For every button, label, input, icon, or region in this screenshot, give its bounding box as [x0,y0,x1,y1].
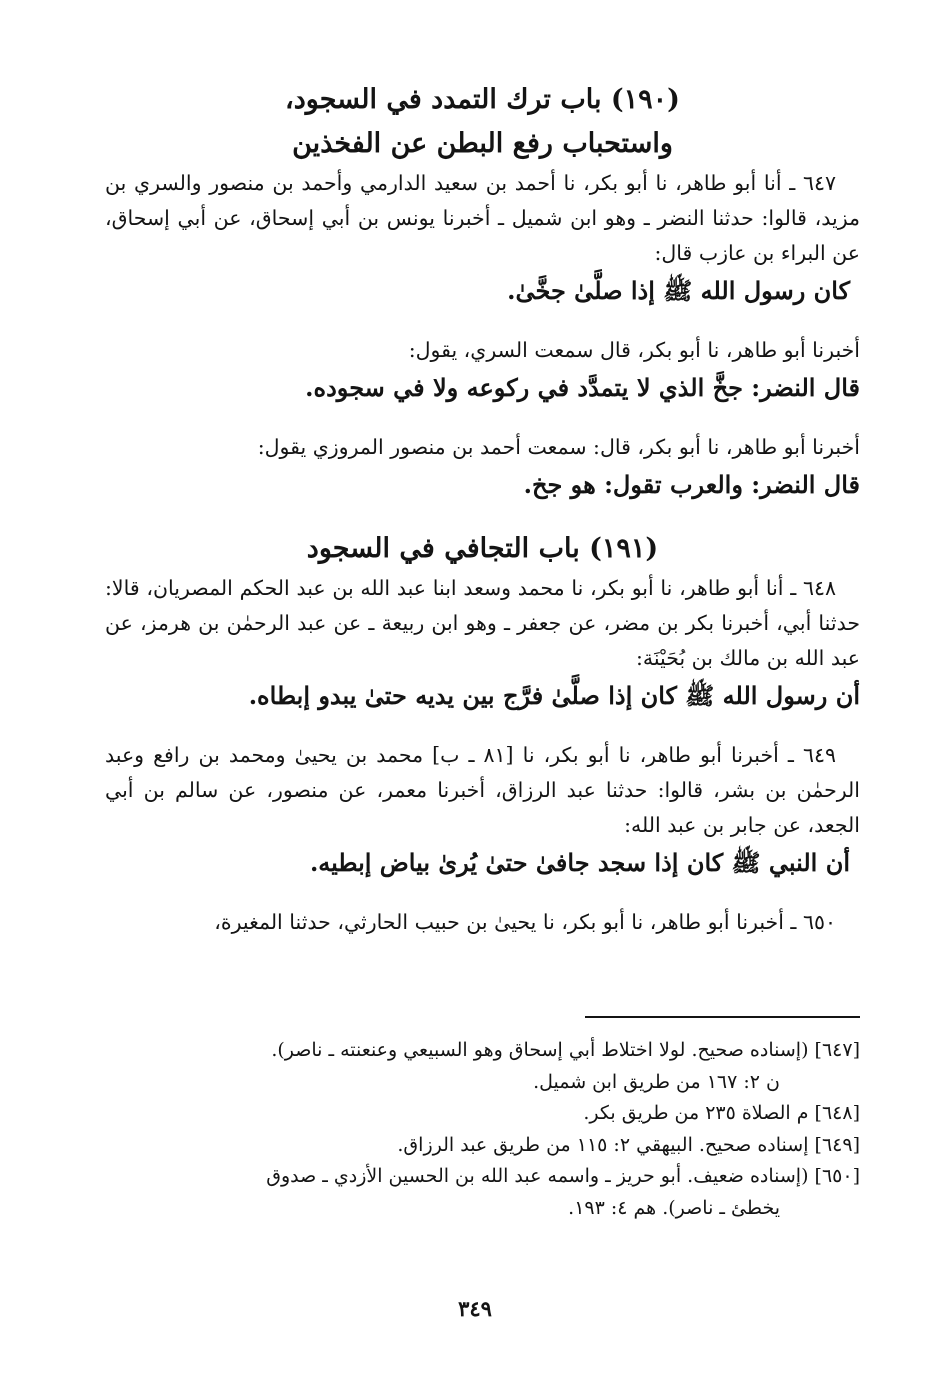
footnotes [105,1035,860,1224]
footnote-divider [585,1016,860,1018]
narration-2-isnad: أخبرنا أبو طاهر، نا أبو بكر، قال سمعت السري، يقول: [408,338,860,362]
footnote-650: [٦٥٠] (إسناده ضعيف. أبو حريز ـ واسمه عبد الله بن الحسين الأزدي ـ صدوق [266,1165,860,1187]
narration-3-text: قال النضر: والعرب تقول: هو جخ. [523,470,860,499]
hadith-650-isnad: ٦٥٠ ـ أخبرنا أبو طاهر، نا أبو بكر، نا يحيىٰ بن حبيب الحارثي، حدثنا المغيرة، [214,910,836,934]
hadith-648-isnad: ٦٤٨ ـ أنا أبو طاهر، نا أبو بكر، نا محمد وسعد ابنا عبد الله بن عبد الحكم المصريان، قالا: حدثنا أبي، أخبرنا بكر بن مضر، عن جعفر ـ وهو ابن ربيعة ـ عن عبد الرحمٰن بن هرمز، عن عبد الله بن مالك بن بُحَيْنَة: [105,576,861,670]
hadith-647-isnad: ٦٤٧ ـ أنا أبو طاهر، نا أبو بكر، نا أحمد بن سعيد الدارمي وأحمد بن منصور والسري بن مزيد، قالوا: حدثنا النضر ـ وهو ابن شميل ـ أخبرنا يونس بن أبي إسحاق، عن أبي إسحاق، عن البراء بن عازب قال: [105,171,860,265]
footnote-647: [٦٤٧] (إسناده صحيح. لولا اختلاط أبي إسحاق وهو السبيعي وعنعنته ـ ناصر). [271,1039,860,1061]
page-body [105,78,860,940]
chapter-191-title: (١٩١) باب التجافي في السجود [306,533,659,564]
page-number: ٣٤٩ [458,1296,492,1321]
chapter-190-title-line1: (١٩٠) باب ترك التمدد في السجود، [285,84,680,115]
footnote-647-continued: ن ٢: ١٦٧ من طريق ابن شميل. [533,1070,780,1093]
narration-3-isnad: أخبرنا أبو طاهر، نا أبو بكر، قال: سمعت أحمد بن منصور المروزي يقول: [257,435,860,459]
narration-2-text: قال النضر: جخَّ الذي لا يتمدَّد في ركوعه ولا في سجوده. [305,373,860,402]
hadith-647-text: كان رسول الله ﷺ إذا صلَّىٰ جخَّىٰ. [507,276,850,305]
footnote-650-continued: يخطئ ـ ناصر). هم ٤: ١٩٣. [568,1196,780,1219]
footnote-649: [٦٤٩] إسناده صحيح. البيهقي ٢: ١١٥ من طريق عبد الرزاق. [397,1133,860,1156]
hadith-648-text: أن رسول الله ﷺ كان إذا صلَّىٰ فرَّج بين يديه حتىٰ يبدو إبطاه. [248,681,860,710]
footnote-648: [٦٤٨] م الصلاة ٢٣٥ من طريق بكر. [583,1102,860,1124]
hadith-649-isnad: ٦٤٩ ـ أخبرنا أبو طاهر، نا أبو بكر، نا [٨١ ـ ب] محمد بن يحيىٰ ومحمد بن رافع وعبد الرحمٰن بن بشر، قالوا: حدثنا عبد الرزاق، أخبرنا معمر، عن منصور، عن سالم بن أبي الجعد، عن جابر بن عبد الله: [105,743,860,837]
chapter-190-title-line2: واستحباب رفع البطن عن الفخذين [292,128,673,159]
hadith-649-text: أن النبي ﷺ كان إذا سجد جافىٰ حتىٰ يُرىٰ بياض إبطيه. [309,848,850,877]
